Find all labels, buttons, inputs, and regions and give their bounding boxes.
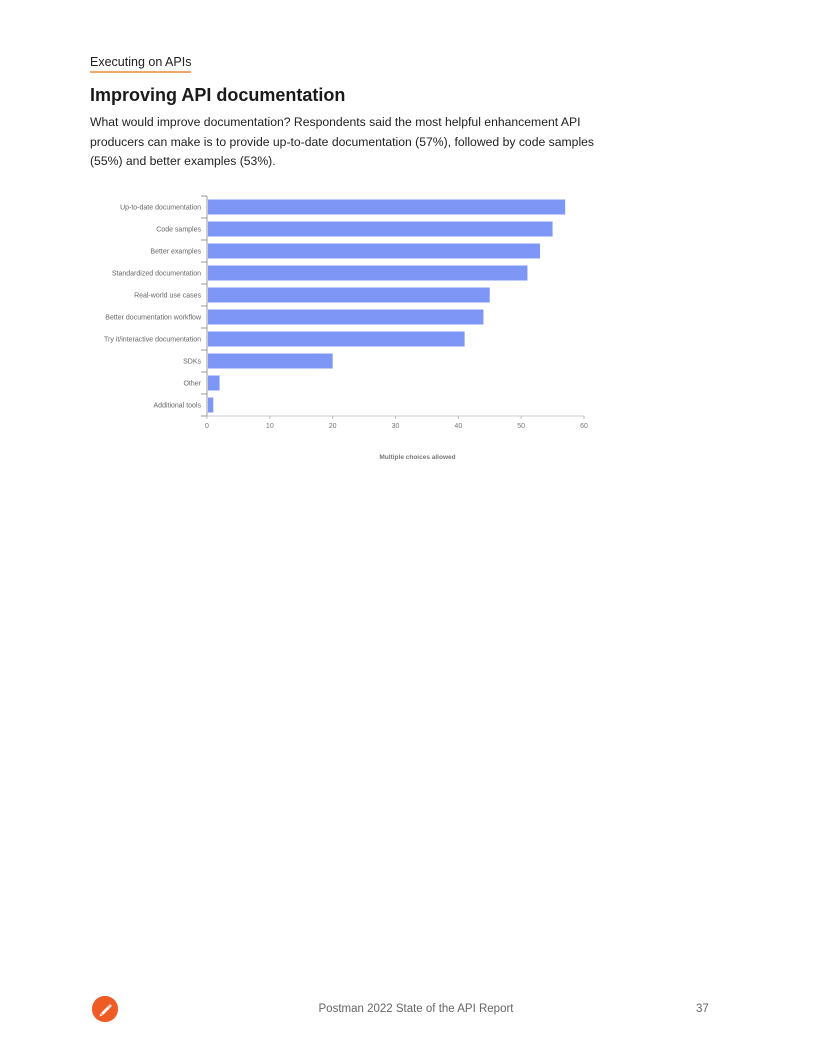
category-label: Code samples [156, 226, 201, 234]
x-tick-label: 30 [391, 423, 400, 430]
bar [208, 332, 465, 347]
bar [208, 376, 220, 391]
category-label: Standardized documentation [111, 270, 201, 278]
section-label: Executing on APIs [90, 55, 191, 73]
bar [208, 200, 565, 215]
category-label: Additional tools [153, 402, 201, 410]
category-label: Better examples [150, 248, 201, 256]
page-title: Improving API documentation [90, 85, 346, 105]
category-label: Up-to-date documentation [120, 204, 201, 212]
intro-paragraph: What would improve documentation? Respondents said the most helpful enhancement API producers can make is to provide up-to-date documentation (57%), followed by code samples (55%) and better examples (53%). [90, 115, 595, 168]
category-label: Better documentation workflow [105, 314, 201, 322]
footer-page-number: 37 [696, 1003, 709, 1015]
category-label: Try it/interactive documentation [103, 336, 201, 344]
footer-report-title: Postman 2022 State of the API Report [318, 1003, 514, 1015]
bar [208, 354, 333, 369]
bar [208, 266, 527, 281]
bar-chart [90, 190, 610, 480]
category-label: Other [183, 380, 201, 388]
bar [208, 310, 483, 325]
x-tick-label: 20 [328, 423, 337, 430]
category-label: SDKs [183, 358, 201, 366]
bar [208, 222, 553, 237]
x-tick-label: 0 [205, 423, 209, 430]
bar [208, 398, 213, 413]
bar [208, 244, 540, 259]
x-tick-label: 50 [517, 423, 526, 430]
x-tick-label: 60 [580, 423, 588, 430]
x-tick-label: 10 [265, 423, 274, 430]
chart-note: Multiple choices allowed [379, 454, 456, 461]
category-label: Real-world use cases [134, 292, 201, 300]
x-tick-label: 40 [454, 423, 463, 430]
bar [208, 288, 490, 303]
